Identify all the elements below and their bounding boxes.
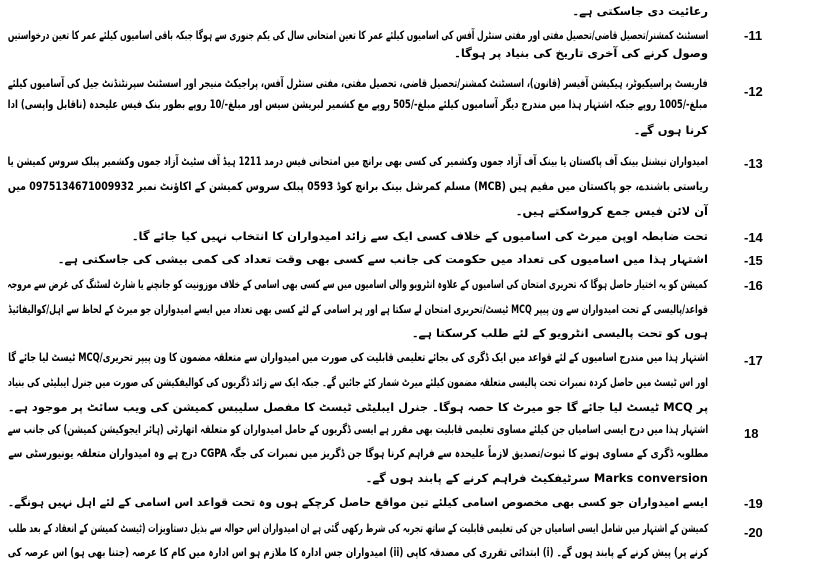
item-line: اشتہار ہذا میں مندرج اسامیوں کے لئے قواعد میں ایک ڈگری کی بجائے تعلیمی قابلیت کی صورت میں امیدواران سے متعلقہ مضمون کا ون پیپر تحریری/MCQ ٹیسٹ لیا جائے گا [8, 350, 708, 364]
item-line: پر MCQ ٹیسٹ لیا جائے گا جو میرٹ کا حصہ ہوگا۔ جنرل ایبلیٹی ٹیسٹ کا مفصل سلیبس کمیشن کی ویب سائٹ پر موجود ہے۔ [7, 400, 708, 414]
item-line: وصول کرنے کی آخری تاریخ کی بنیاد پر ہوگا۔ [454, 46, 708, 60]
item-number: -15 [744, 253, 763, 268]
item-number: 18 [744, 426, 759, 441]
item-line: Marks conversion سرٹیفکیٹ فراہم کرنے کے پابند ہوں گے۔ [365, 471, 708, 485]
item-line: ریاستی باشندے، جو پاکستان میں مقیم ہیں (MCB) مسلم کمرشل بینک برانچ کوڈ 0593 پبلک سروس کمیشن کے اکاؤنٹ نمبر 0975134671009932 میں [7, 179, 708, 193]
item-number: -12 [744, 84, 763, 99]
item-number: -13 [744, 156, 763, 171]
item-line: اشتہار ہذا میں اسامیوں کی تعداد میں حکومت کی جانب سے کسی بھی وقت تعداد کی کمی بیشی کی جاسکتی ہے۔ [57, 252, 708, 266]
item-number: -14 [744, 230, 763, 245]
item-line: آن لائن فیس جمع کرواسکتے ہیں۔ [515, 204, 708, 218]
item-number: -17 [744, 353, 763, 368]
item-number: -16 [744, 278, 763, 293]
continuation-line: رعائیت دی جاسکتی ہے۔ [572, 4, 708, 18]
item-number: -20 [744, 525, 763, 540]
item-line: ایسے امیدواران جو کسی بھی مخصوص اسامی کیلئے تین مواقع حاصل کرچکے ہوں وہ تحت قواعد اس اسامی کے لئے اہل نہیں ہونگے۔ [7, 495, 708, 509]
item-line: ہوں کو تحت پالیسی انٹرویو کے لئے طلب کرسکتا ہے۔ [411, 326, 708, 340]
item-line: امیدواران نیشنل بینک آف پاکستان یا بینک آف آزاد جموں وکشمیر کی کسی بھی برانچ میں امتحانی فیس درمد 1211 ہیڈ آف سٹیٹ آزاد جموں وکشمیر پبلک سروس کمیشن یا [7, 154, 708, 168]
item-line: قواعد/پالیسی کے تحت امیدواران سے ون پیپر MCQ ٹیسٹ/تحریری امتحان لے سکتا ہے اور ہر اسامی کے لئے کسی بھی تعداد میں ایسے امیدواران جو میرٹ کے لحاظ سے اہل/کوالیفائیڈ [8, 302, 708, 316]
item-line: مطلوبہ ڈگری کے مساوی ہونے کا ثبوت/تصدیق لازماً علیحدہ سے فراہم کرنا ہوگا جن ڈگریز میں نمبرات کی جگہ CGPA درج ہے وہ امیدواران متعلقہ یونیورسٹی سے [7, 446, 708, 460]
item-line: کمیشن کے اشتہار میں شامل ایسی اسامیاں جن کی تعلیمی قابلیت کے ساتھ تجربہ کی شرط رکھی گئی ہے ان امیدواران اس حوالہ سے بذیل دستاویزات (ٹیسٹ کمیشن کے انعقاد کے بعد طلب [8, 521, 708, 535]
item-line: کرنا ہوں گے۔ [633, 123, 708, 137]
item-line: اشتہار ہذا میں درج ایسی اسامیاں جن کیلئے مساوی تعلیمی قابلیت بھی مقرر ہے ایسی ڈگریوں کے حامل امیدواران کو متعلقہ اتھارٹی (ہائر ایجوکیشن کمیشن) کی جانب سے [7, 422, 708, 436]
item-line: تحت ضابطہ اوپن میرٹ کی اسامیوں کے خلاف کسی ایک سے زائد امیدواران کا انتخاب نہیں کیا جائے گا۔ [131, 229, 708, 243]
item-line: اسسٹنٹ کمشنر/تحصیل قاضی/تحصیل مفتی اور مفتی سنٹرل آفس کی اسامیوں کیلئے عمر کا تعین امتحانی سال کی یکم جنوری سے ہوگا جبکہ باقی اسامیوں کیلئے عمر کا تعین درخواستیں [7, 28, 708, 42]
item-line: اور اس ٹیسٹ میں حاصل کردہ نمبرات تحت پالیسی متعلقہ مضمون کیلئے میرٹ شمار کئے جائیں گے۔ جبکہ ایک سے زائد ڈگریوں کی کوالیفکیشن کی صورت میں جنرل ایبلیٹی کی بنیاد [7, 375, 708, 389]
item-line: کرنے پر) پیش کرنے کے پابند ہوں گے۔ (i) ابتدائی تقرری کی مصدقہ کاپی (ii) امیدواران جس ادارہ کا ملازم ہو اس ادارہ میں کام کا عرصہ (جتنا بھی ہو) اس عرصہ کی [7, 545, 708, 559]
item-line: کمیشن کو یہ اختیار حاصل ہوگا کہ تحریری امتحان کی اسامیوں کے علاوہ انٹرویو والی اسامیوں میں سے کسی بھی اسامی کے خلاف موزونیت کو جانچنے یا شارٹ لسٹنگ کی غرض سے مروجہ [7, 277, 708, 291]
item-number: -19 [744, 496, 763, 511]
item-line: مبلغ-/1005 روپے جبکہ اشتہار ہذا میں مندرج دیگر آسامیوں کیلئے مبلغ-/505 روپے مع کشمیر لبریشن سیس اور مبلغ-/10 روپے بطور بنک فیس علیحدہ (ناقابل واپسی) ادا [8, 97, 708, 111]
item-number: -11 [744, 28, 763, 43]
item-line: فاریسٹ پراسیکیوٹر، ہیکیشن آفیسر (قانون)، اسسٹنٹ کمشنر/تحصیل قاضی، تحصیل مفتی، مفتی سنٹرل آفس، پراجیکٹ منیجر اور اسسٹنٹ سپرنٹنڈنٹ جیل کی آسامیوں کیلئے [8, 76, 708, 90]
